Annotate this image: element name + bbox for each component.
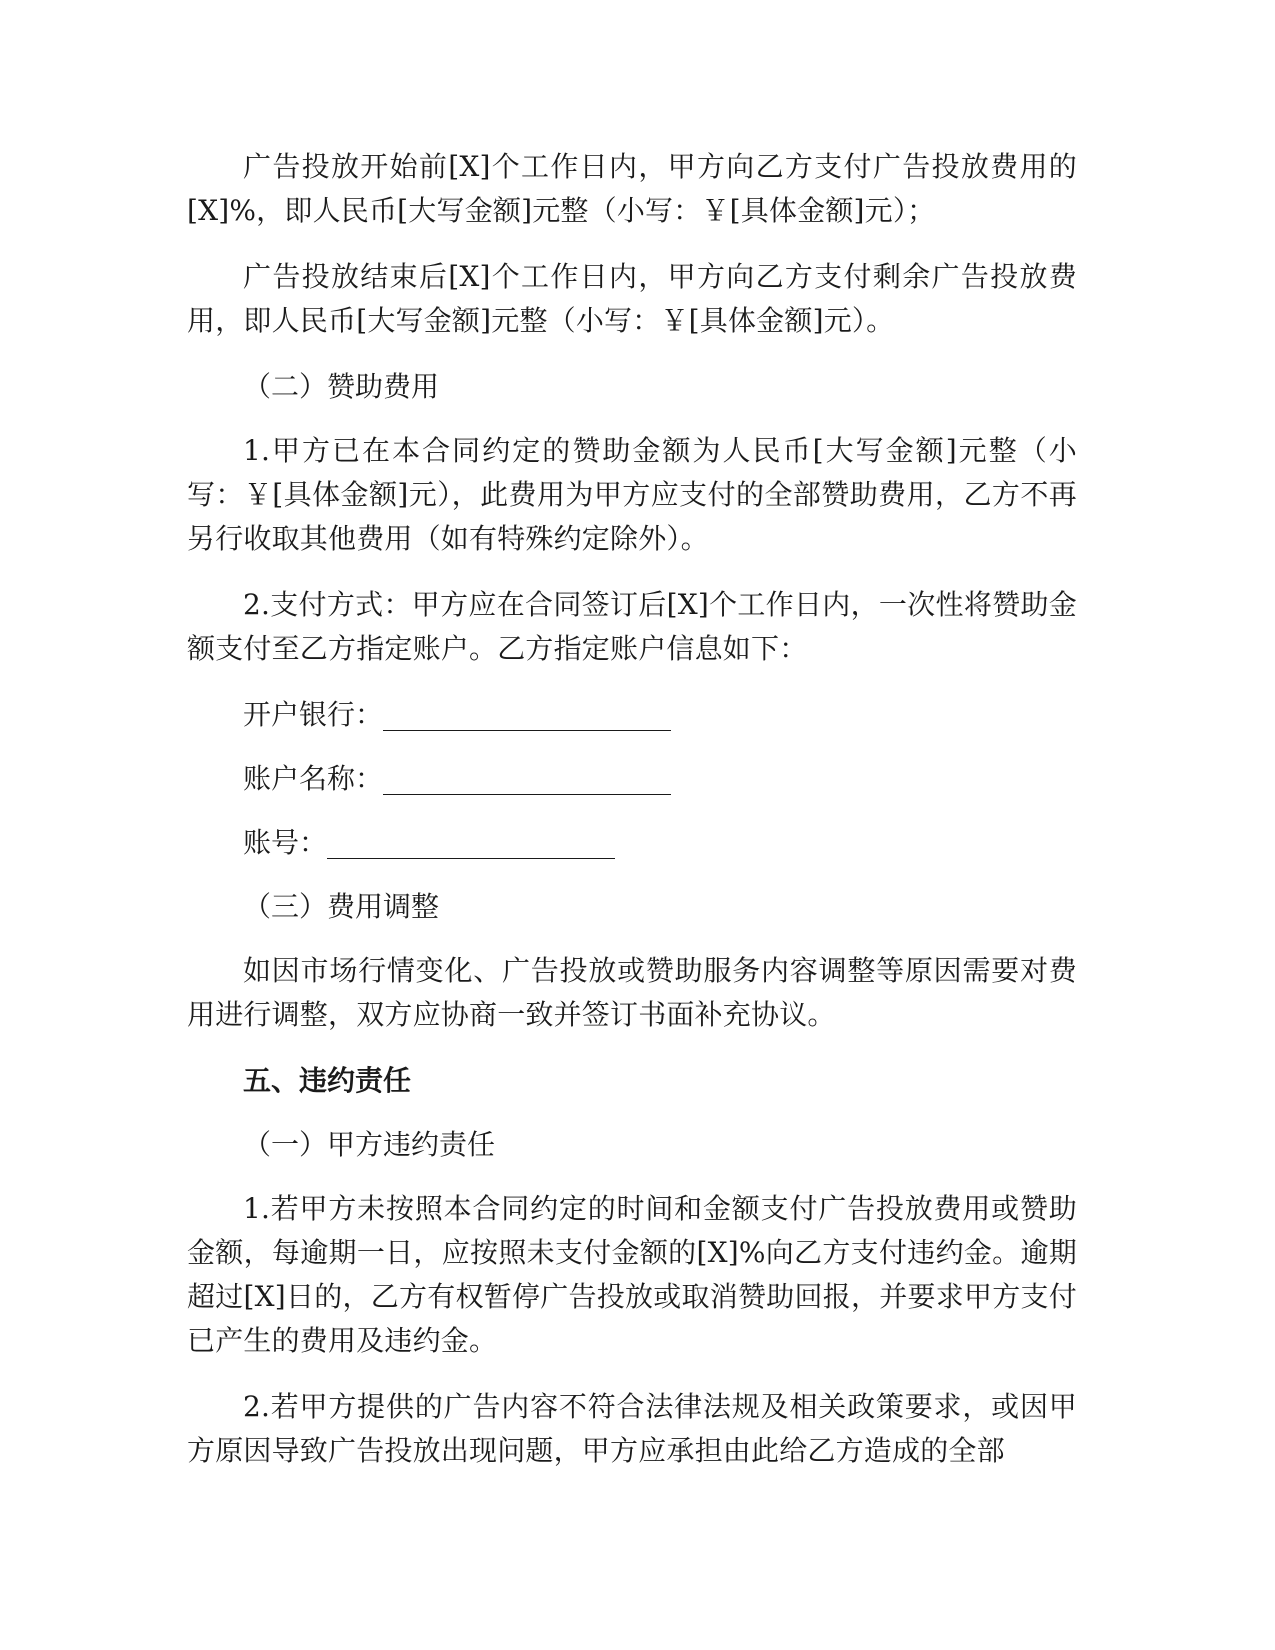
account-number-field <box>187 821 1077 865</box>
account-name-field <box>187 757 1077 801</box>
account-number-label: 账号： <box>243 826 328 859</box>
bank-blank-line <box>383 700 671 731</box>
payment-after-paragraph: 广告投放结束后[X]个工作日内，甲方向乙方支付剩余广告投放费用，即人民币[大写金额]元整（小写：￥[具体金额]元）。 <box>187 260 1077 337</box>
account-name-blank-line <box>383 764 671 795</box>
payment-before-paragraph: 广告投放开始前[X]个工作日内，甲方向乙方支付广告投放费用的[X]%，即人民币[大写金额]元整（小写：￥[具体金额]元）； <box>187 150 1077 227</box>
sponsorship-amount-paragraph: 1.甲方已在本合同约定的赞助金额为人民币[大写金额]元整（小写：￥[具体金额]元），此费用为甲方应支付的全部赞助费用，乙方不再另行收取其他费用（如有特殊约定除外）。 <box>187 434 1077 555</box>
party-a-content-liability-paragraph: 2.若甲方提供的广告内容不符合法律法规及相关政策要求，或因甲方原因导致广告投放出现问题，甲方应承担由此给乙方造成的全部 <box>187 1390 1077 1467</box>
party-a-late-payment-paragraph: 1.若甲方未按照本合同约定的时间和金额支付广告投放费用或赞助金额，每逾期一日，应按照未支付金额的[X]%向乙方支付违约金。逾期超过[X]日的，乙方有权暂停广告投放或取消赞助回报，并要求甲方支付已产生的费用及违约金。 <box>187 1192 1077 1357</box>
payment-method-paragraph: 2.支付方式：甲方应在合同签订后[X]个工作日内，一次性将赞助金额支付至乙方指定账户。乙方指定账户信息如下： <box>187 588 1077 665</box>
section-sponsorship-fee-title: （二）赞助费用 <box>243 370 440 403</box>
bank-field <box>187 693 1077 737</box>
bank-label: 开户银行： <box>243 698 384 731</box>
chapter-breach-liability-heading: 五、违约责任 <box>243 1064 412 1097</box>
section-fee-adjustment-title: （三）费用调整 <box>243 890 440 923</box>
fee-adjustment-paragraph: 如因市场行情变化、广告投放或赞助服务内容调整等原因需要对费用进行调整，双方应协商一致并签订书面补充协议。 <box>187 954 1077 1031</box>
account-number-blank-line <box>327 828 615 859</box>
account-name-label: 账户名称： <box>243 762 384 795</box>
document-body <box>187 145 1077 1495</box>
section-party-a-breach-title: （一）甲方违约责任 <box>243 1128 496 1161</box>
